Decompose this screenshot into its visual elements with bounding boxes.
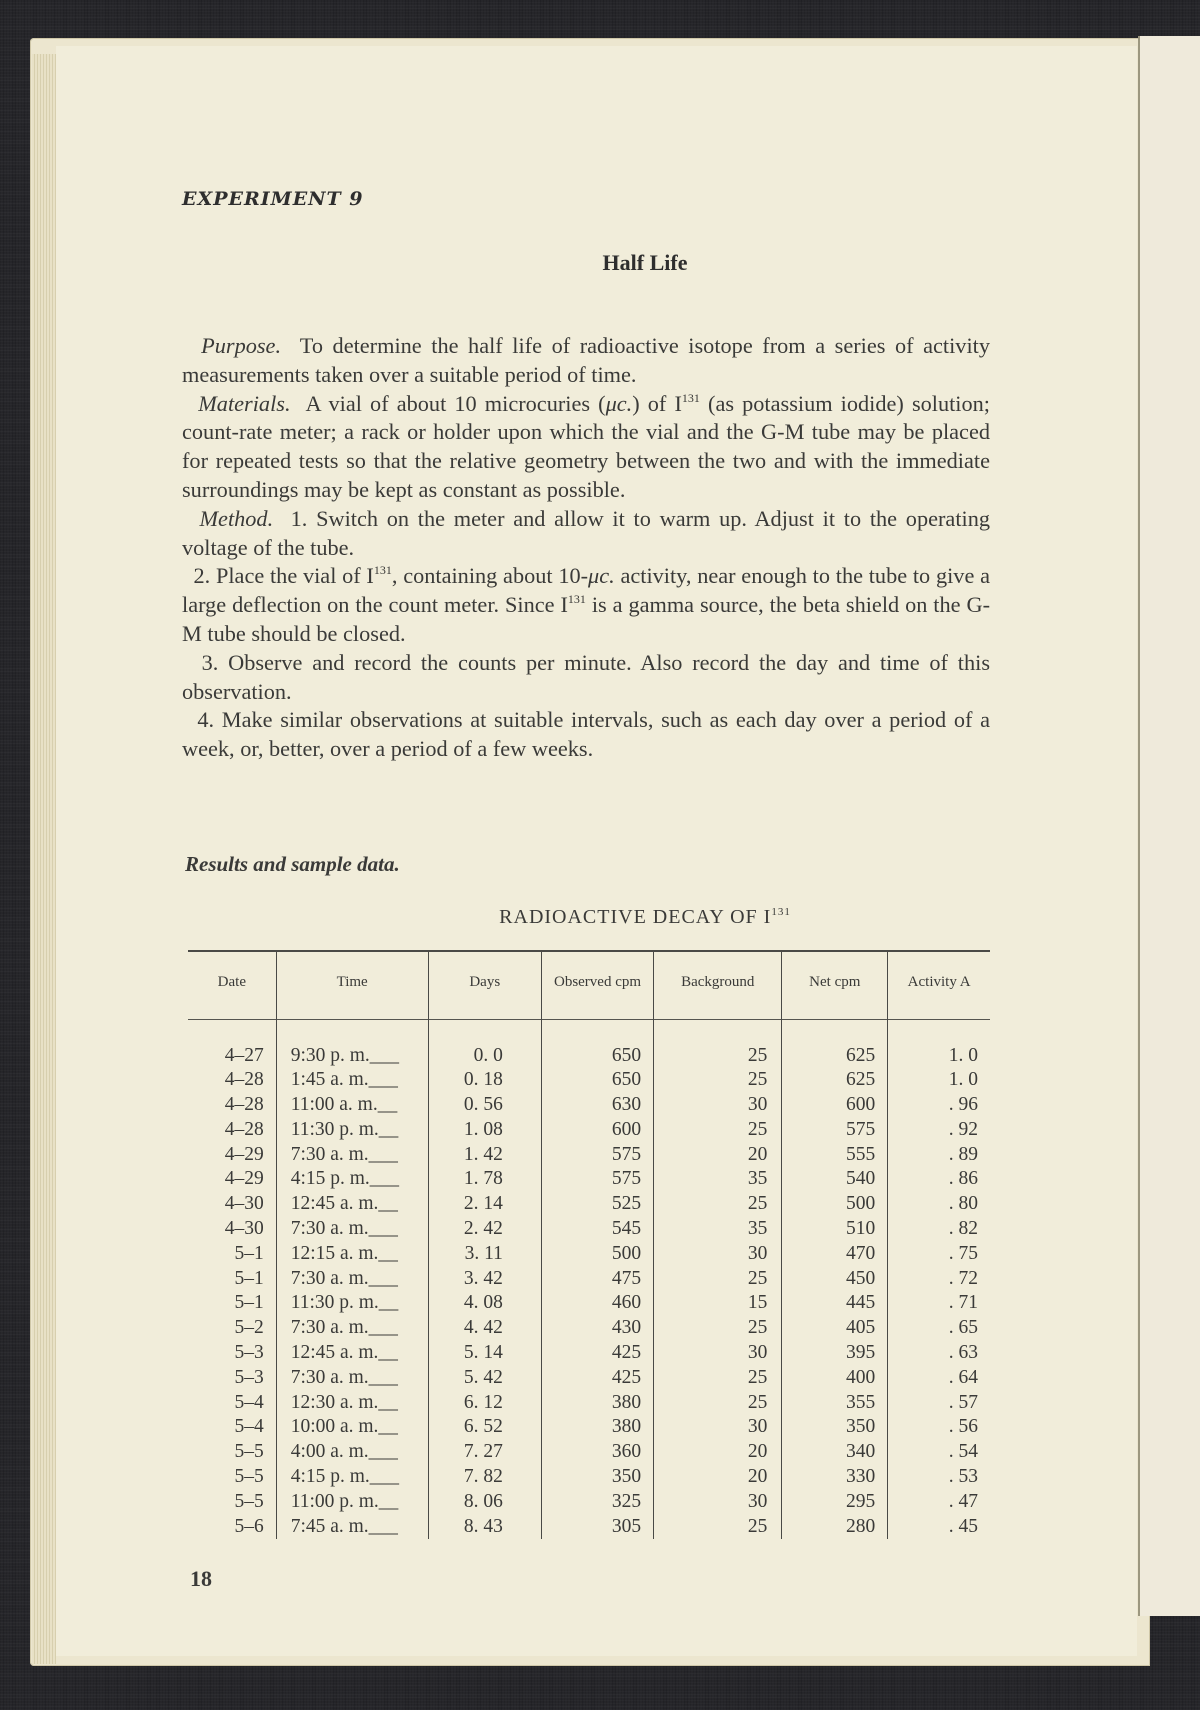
cell-observed-cpm: 545 [541, 1217, 653, 1242]
cell-days: 5. 14 [428, 1341, 541, 1366]
cell-time: 7:30 a. m.___ [276, 1217, 428, 1242]
cell-background: 30 [654, 1490, 782, 1515]
cell-observed-cpm: 430 [541, 1316, 653, 1341]
cell-net-cpm: 450 [782, 1267, 888, 1292]
table-row [188, 1143, 990, 1168]
cell-date: 5–2 [234, 1317, 264, 1339]
cell-time: 12:45 a. m.__ [276, 1192, 428, 1217]
step-text: 2. Place the vial of I [193, 563, 374, 589]
cell-observed-cpm: 650 [541, 1068, 653, 1093]
cell-date: 4–28 [224, 1118, 264, 1140]
isotope-superscript: 131 [681, 390, 700, 405]
cell-observed-cpm: 360 [541, 1440, 653, 1465]
method-step-3 [182, 649, 990, 707]
cell-time: 11:00 a. m.__ [276, 1093, 428, 1118]
table-title [0, 906, 1200, 929]
cell-background: 25 [654, 1366, 782, 1391]
purpose-paragraph [182, 332, 990, 390]
column-header-date: Date [188, 951, 276, 1019]
cell-net-cpm: 405 [782, 1316, 888, 1341]
cell-activity: . 54 [888, 1440, 990, 1465]
table-row [188, 1515, 990, 1540]
cell-date: 4–30 [224, 1193, 264, 1215]
column-header-time: Time [276, 951, 428, 1019]
cell-days: 0. 0 [428, 1044, 541, 1069]
table-header-row [188, 951, 990, 1019]
cell-background: 25 [654, 1044, 782, 1069]
cell-background: 20 [654, 1440, 782, 1465]
cell-background: 30 [654, 1093, 782, 1118]
cell-date: 5–4 [234, 1416, 264, 1438]
cell-background: 25 [654, 1192, 782, 1217]
cell-net-cpm: 555 [782, 1143, 888, 1168]
step-text: 3. Observe and record the counts per minute. Also record the day and time of this observation. [182, 649, 990, 704]
cell-net-cpm: 600 [782, 1093, 888, 1118]
table-row [188, 1341, 990, 1366]
cell-date: 5–5 [234, 1490, 264, 1512]
cell-net-cpm: 445 [782, 1291, 888, 1316]
column-header-days: Days [428, 951, 541, 1019]
cell-date: 5–4 [234, 1391, 264, 1413]
cell-observed-cpm: 630 [541, 1093, 653, 1118]
cell-net-cpm: 470 [782, 1242, 888, 1267]
method-step-2 [182, 562, 990, 648]
cell-days: 1. 08 [428, 1118, 541, 1143]
page-edges [32, 54, 56, 1664]
cell-activity: . 80 [888, 1192, 990, 1217]
step-text: is a gamma source, the beta shield on the G-M tube should be closed. [182, 592, 990, 646]
cell-observed-cpm: 380 [541, 1415, 653, 1440]
header-rule [188, 1019, 990, 1044]
cell-time: 7:30 a. m.___ [276, 1143, 428, 1168]
cell-net-cpm: 625 [782, 1044, 888, 1069]
cell-background: 20 [654, 1143, 782, 1168]
cell-date: 4–28 [224, 1094, 264, 1116]
table-row [188, 1242, 990, 1267]
cell-background: 35 [654, 1217, 782, 1242]
table-row [188, 1291, 990, 1316]
cell-date: 5–1 [234, 1292, 264, 1314]
cell-background: 30 [654, 1242, 782, 1267]
cell-background: 25 [654, 1267, 782, 1292]
cell-date: 4–29 [224, 1168, 264, 1190]
microcurie-unit: μc. [605, 390, 633, 416]
column-header-background: Background [654, 951, 782, 1019]
table-title-text: RADIOACTIVE DECAY OF I [499, 906, 772, 928]
cell-date: 5–3 [234, 1366, 264, 1388]
cell-time: 1:45 a. m.___ [276, 1068, 428, 1093]
cell-time: 12:15 a. m.__ [276, 1242, 428, 1267]
cell-activity: . 47 [888, 1490, 990, 1515]
cell-activity: . 89 [888, 1143, 990, 1168]
cell-observed-cpm: 425 [541, 1341, 653, 1366]
cell-days: 6. 52 [428, 1415, 541, 1440]
cell-net-cpm: 625 [782, 1068, 888, 1093]
cell-observed-cpm: 575 [541, 1143, 653, 1168]
cell-activity: . 64 [888, 1366, 990, 1391]
table-row [188, 1118, 990, 1143]
cell-activity: . 82 [888, 1217, 990, 1242]
table-row [188, 1465, 990, 1490]
cell-net-cpm: 400 [782, 1366, 888, 1391]
cell-time: 4:15 p. m.___ [276, 1465, 428, 1490]
cell-time: 11:30 p. m.__ [276, 1118, 428, 1143]
materials-text: ) of I [632, 390, 682, 416]
table-row [188, 1440, 990, 1465]
step-text: , containing about 10- [391, 563, 589, 589]
column-header-observed-cpm: Observed cpm [541, 951, 653, 1019]
cell-activity: . 71 [888, 1291, 990, 1316]
cell-observed-cpm: 425 [541, 1366, 653, 1391]
cell-time: 11:00 p. m.__ [276, 1490, 428, 1515]
isotope-superscript: 131 [567, 592, 586, 607]
cell-net-cpm: 395 [782, 1341, 888, 1366]
cell-observed-cpm: 460 [541, 1291, 653, 1316]
table-row [188, 1267, 990, 1292]
cell-days: 1. 42 [428, 1143, 541, 1168]
cell-observed-cpm: 475 [541, 1267, 653, 1292]
cell-observed-cpm: 350 [541, 1465, 653, 1490]
cell-observed-cpm: 325 [541, 1490, 653, 1515]
cell-activity: . 63 [888, 1341, 990, 1366]
cell-net-cpm: 575 [782, 1118, 888, 1143]
cell-activity: . 96 [888, 1093, 990, 1118]
cell-time: 4:00 a. m.___ [276, 1440, 428, 1465]
table-row [188, 1391, 990, 1416]
cell-activity: . 57 [888, 1391, 990, 1416]
cell-date: 5–5 [234, 1441, 264, 1463]
table-row [188, 1316, 990, 1341]
experiment-label: EXPERIMENT 9 [182, 188, 364, 210]
column-header-activity: Activity A [888, 951, 990, 1019]
table-row [188, 1167, 990, 1192]
cell-net-cpm: 280 [782, 1515, 888, 1540]
cell-days: 5. 42 [428, 1366, 541, 1391]
cell-background: 20 [654, 1465, 782, 1490]
cell-activity: 1. 0 [888, 1044, 990, 1069]
cell-background: 25 [654, 1515, 782, 1540]
cell-date: 4–29 [224, 1143, 264, 1165]
cell-background: 35 [654, 1167, 782, 1192]
cell-observed-cpm: 305 [541, 1515, 653, 1540]
purpose-text: To determine the half life of radioactive isotope from a series of activity measurements taken over a suitable period of time. [182, 333, 990, 387]
cell-activity: . 86 [888, 1167, 990, 1192]
cell-date: 4–27 [224, 1044, 264, 1066]
cell-date: 5–1 [234, 1267, 264, 1289]
cell-time: 12:30 a. m.__ [276, 1391, 428, 1416]
cell-net-cpm: 355 [782, 1391, 888, 1416]
cell-background: 25 [654, 1391, 782, 1416]
cell-background: 15 [654, 1291, 782, 1316]
cell-activity: 1. 0 [888, 1068, 990, 1093]
cell-net-cpm: 295 [782, 1490, 888, 1515]
cell-time: 11:30 p. m.__ [276, 1291, 428, 1316]
materials-paragraph [182, 390, 990, 505]
cell-days: 0. 18 [428, 1068, 541, 1093]
cell-activity: . 75 [888, 1242, 990, 1267]
cell-background: 25 [654, 1068, 782, 1093]
isotope-superscript: 131 [373, 563, 392, 578]
cell-background: 30 [654, 1415, 782, 1440]
table-row [188, 1044, 990, 1069]
cell-days: 6. 12 [428, 1391, 541, 1416]
cell-time: 7:30 a. m.___ [276, 1267, 428, 1292]
method-lead: Method. [199, 505, 274, 531]
cell-time: 7:45 a. m.___ [276, 1515, 428, 1540]
body-text [182, 332, 990, 764]
page-number: 18 [190, 1566, 212, 1591]
table-row [188, 1366, 990, 1391]
cell-date: 5–3 [234, 1342, 264, 1364]
method-step-4 [182, 706, 990, 764]
cell-activity: . 56 [888, 1415, 990, 1440]
page-title: Half Life [602, 250, 688, 275]
cell-activity: . 72 [888, 1267, 990, 1292]
cell-net-cpm: 350 [782, 1415, 888, 1440]
materials-lead: Materials. [198, 390, 291, 416]
cell-observed-cpm: 380 [541, 1391, 653, 1416]
cell-date: 5–1 [234, 1242, 264, 1264]
cell-net-cpm: 510 [782, 1217, 888, 1242]
cell-observed-cpm: 575 [541, 1167, 653, 1192]
method-step-1: 1. Switch on the meter and allow it to warm up. Adjust it to the operating voltage of the tube. [182, 505, 991, 560]
results-label: Results and sample data. [185, 852, 400, 876]
cell-time: 9:30 p. m.___ [276, 1044, 428, 1069]
cell-net-cpm: 540 [782, 1167, 888, 1192]
cell-days: 4. 08 [428, 1291, 541, 1316]
cell-days: 3. 42 [428, 1267, 541, 1292]
cell-date: 4–28 [224, 1069, 264, 1091]
step-text: activity, near enough to the tube to give a large deflection on the count meter. Since I [182, 563, 990, 618]
cell-days: 4. 42 [428, 1316, 541, 1341]
cell-days: 2. 14 [428, 1192, 541, 1217]
table-row [188, 1217, 990, 1242]
cell-activity: . 92 [888, 1118, 990, 1143]
cell-days: 8. 06 [428, 1490, 541, 1515]
method-paragraph [182, 505, 990, 563]
cell-activity: . 65 [888, 1316, 990, 1341]
cell-date: 4–30 [224, 1218, 264, 1240]
cell-days: 3. 11 [428, 1242, 541, 1267]
column-header-net-cpm: Net cpm [782, 951, 888, 1019]
table-body [188, 1044, 990, 1540]
cell-observed-cpm: 525 [541, 1192, 653, 1217]
cell-observed-cpm: 500 [541, 1242, 653, 1267]
cell-days: 7. 27 [428, 1440, 541, 1465]
table-row [188, 1490, 990, 1515]
cell-days: 8. 43 [428, 1515, 541, 1540]
materials-text: A vial of about 10 microcuries ( [305, 390, 606, 416]
cell-observed-cpm: 600 [541, 1118, 653, 1143]
cell-net-cpm: 500 [782, 1192, 888, 1217]
cell-date: 5–5 [234, 1466, 264, 1488]
cell-background: 25 [654, 1118, 782, 1143]
cell-net-cpm: 330 [782, 1465, 888, 1490]
table-row [188, 1068, 990, 1093]
cell-days: 1. 78 [428, 1167, 541, 1192]
cell-days: 7. 82 [428, 1465, 541, 1490]
isotope-superscript: 131 [771, 906, 791, 918]
cell-activity: . 53 [888, 1465, 990, 1490]
cell-background: 30 [654, 1341, 782, 1366]
cell-observed-cpm: 650 [541, 1044, 653, 1069]
cell-days: 0. 56 [428, 1093, 541, 1118]
cell-background: 25 [654, 1316, 782, 1341]
cell-days: 2. 42 [428, 1217, 541, 1242]
table-row [188, 1415, 990, 1440]
cell-time: 10:00 a. m.__ [276, 1415, 428, 1440]
cell-time: 7:30 a. m.___ [276, 1366, 428, 1391]
decay-table [188, 950, 990, 1539]
cell-time: 7:30 a. m.___ [276, 1316, 428, 1341]
cell-activity: . 45 [888, 1515, 990, 1540]
cell-time: 12:45 a. m.__ [276, 1341, 428, 1366]
cell-net-cpm: 340 [782, 1440, 888, 1465]
materials-text: (as potassium iodide) solution; count-rate meter; a rack or holder upon which the vial and the G-M tube may be placed for repeated tests so that the relative geometry between the two and with the immediate surroundings may be kept as constant as possible. [182, 390, 990, 502]
table-row [188, 1093, 990, 1118]
microcurie-unit: μc. [588, 563, 615, 589]
purpose-lead: Purpose. [201, 333, 282, 358]
cell-time: 4:15 p. m.___ [276, 1167, 428, 1192]
table-row [188, 1192, 990, 1217]
step-text: 4. Make similar observations at suitable intervals, such as each day over a period of a week, or, better, over a period of a few weeks. [182, 707, 990, 762]
cell-date: 5–6 [234, 1515, 264, 1537]
